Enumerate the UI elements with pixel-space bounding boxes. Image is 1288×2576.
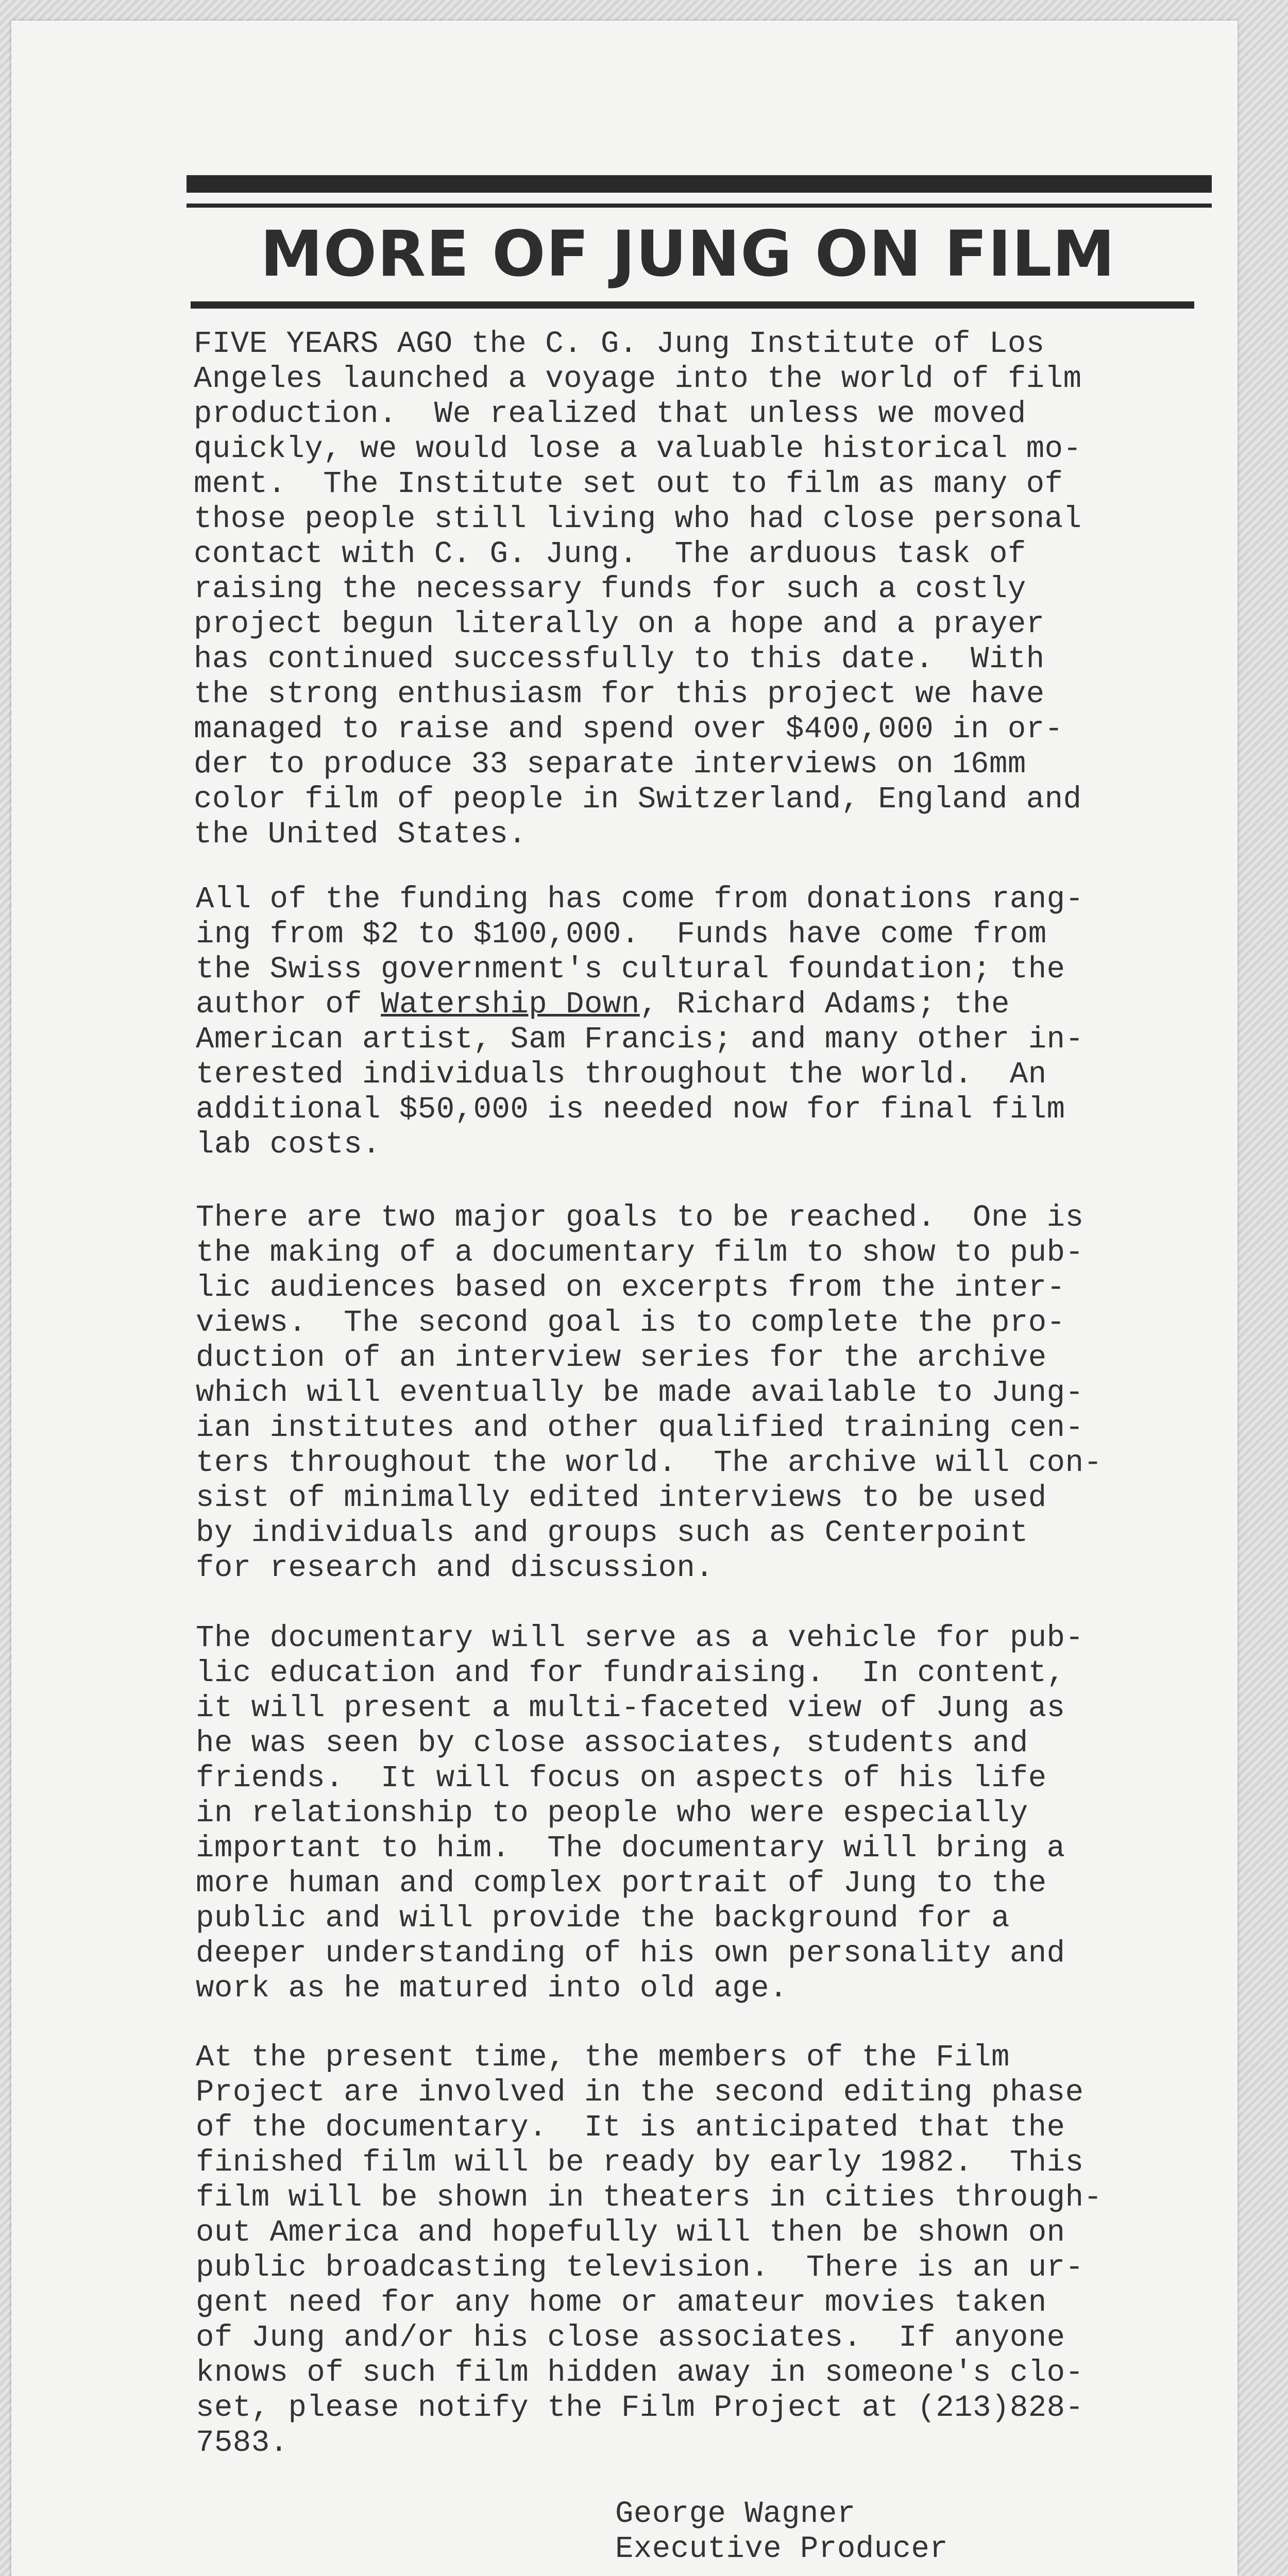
text-line: more human and complex portrait of Jung to the — [196, 1866, 1047, 1901]
article-paragraph-1 — [194, 327, 1081, 852]
text-line: the making of a documentary film to show to pub- — [196, 1235, 1084, 1270]
text-line: for research and discussion. — [196, 1551, 714, 1585]
text-line: There are two major goals to be reached. One is — [196, 1200, 1084, 1235]
text-line: in relationship to people who were especially — [196, 1796, 1028, 1831]
author-title: Executive Producer — [615, 2532, 948, 2566]
text-line underline-title: author of Watership Down, Richard Adams; the — [196, 987, 1010, 1022]
text-line: of the documentary. It is anticipated that the — [196, 2110, 1065, 2145]
text-line: those people still living who had close personal — [194, 502, 1082, 536]
top-rule-thick — [187, 175, 1212, 193]
text-line: lic audiences based on excerpts from the inter- — [196, 1270, 1065, 1305]
text-line: important to him. The documentary will bring a — [196, 1831, 1065, 1866]
text-line: knows of such film hidden away in someone's clo- — [196, 2355, 1084, 2390]
text-line: 7583. — [196, 2426, 289, 2460]
text-line: he was seen by close associates, students and — [196, 1726, 1028, 1760]
text-line: lic education and for fundraising. In content, — [196, 1656, 1065, 1690]
text-line: work as he matured into old age. — [196, 1971, 788, 2006]
text-line: set, please notify the Film Project at (213)828- — [196, 2391, 1084, 2425]
text-line: Project are involved in the second editing phase — [196, 2075, 1084, 2110]
author-name: George Wagner — [615, 2497, 856, 2531]
book-title: Watership Down — [381, 987, 640, 1022]
author-signature — [615, 2497, 948, 2567]
text-line: project begun literally on a hope and a prayer — [194, 607, 1045, 641]
text-line: der to produce 33 separate interviews on 16mm — [194, 747, 1026, 782]
text-line: views. The second goal is to complete the pro- — [196, 1306, 1065, 1340]
text-line: ment. The Institute set out to film as many of — [194, 467, 1063, 501]
text-line: it will present a multi-faceted view of Jung as — [196, 1691, 1065, 1725]
text-line: lab costs. — [196, 1127, 381, 1162]
text-line: terested individuals throughout the world. An — [196, 1057, 1047, 1092]
article-paragraph-2 — [196, 882, 1083, 1162]
text-line: additional $50,000 is needed now for final film — [196, 1092, 1065, 1127]
text-line: ters throughout the world. The archive will con- — [196, 1446, 1103, 1480]
text-line: the Swiss government's cultural foundation; the — [196, 952, 1065, 987]
article-paragraph-3 — [196, 1200, 1102, 1586]
headline-underline-rule — [191, 301, 1194, 309]
text-line: friends. It will focus on aspects of his life — [196, 1761, 1047, 1795]
text-line: sist of minimally edited interviews to be used — [196, 1481, 1047, 1515]
text-line: raising the necessary funds for such a costly — [194, 572, 1026, 606]
text-line: public and will provide the background for a — [196, 1901, 1010, 1936]
article-headline: MORE OF JUNG ON FILM — [260, 217, 1115, 291]
text-line: of Jung and/or his close associates. If anyone — [196, 2320, 1065, 2355]
text-line: color film of people in Switzerland, England and — [194, 782, 1082, 817]
text-line: At the present time, the members of the Film — [196, 2040, 1010, 2075]
text-line: FIVE YEARS AGO the C. G. Jung Institute of Los — [194, 327, 1045, 361]
text-line: ing from $2 to $100,000. Funds have come from — [196, 917, 1047, 952]
text-line: film will be shown in theaters in cities through- — [196, 2180, 1103, 2215]
article-paragraph-5 — [196, 2040, 1102, 2461]
text-line: deeper understanding of his own personality and — [196, 1936, 1065, 1971]
text-line: managed to raise and spend over $400,000 in or- — [194, 712, 1063, 747]
text-line: American artist, Sam Francis; and many other in- — [196, 1022, 1084, 1057]
text-line: production. We realized that unless we moved — [194, 397, 1026, 431]
text-line: finished film will be ready by early 1982. This — [196, 2145, 1084, 2180]
text-line: out America and hopefully will then be shown on — [196, 2215, 1065, 2250]
text-line: the United States. — [194, 817, 527, 852]
text-line: Angeles launched a voyage into the world of film — [194, 362, 1082, 396]
text-line: duction of an interview series for the archive — [196, 1341, 1047, 1375]
text-line: public broadcasting television. There is an ur- — [196, 2250, 1084, 2285]
article-paragraph-4 — [196, 1621, 1083, 2006]
text-line: All of the funding has come from donations rang- — [196, 882, 1084, 917]
text-line: gent need for any home or amateur movies taken — [196, 2285, 1047, 2320]
text-line: quickly, we would lose a valuable historical mo- — [194, 432, 1082, 466]
text-line: has continued successfully to this date. With — [194, 642, 1045, 676]
text-line: by individuals and groups such as Centerpoint — [196, 1516, 1028, 1550]
text-line: The documentary will serve as a vehicle for pub- — [196, 1621, 1084, 1655]
text-line: the strong enthusiasm for this project we have — [194, 677, 1045, 711]
text-line: contact with C. G. Jung. The arduous task of — [194, 537, 1026, 571]
text-line: which will eventually be made available to Jung- — [196, 1376, 1084, 1410]
top-rule-thin — [187, 204, 1212, 208]
text-line: ian institutes and other qualified training cen- — [196, 1411, 1084, 1445]
